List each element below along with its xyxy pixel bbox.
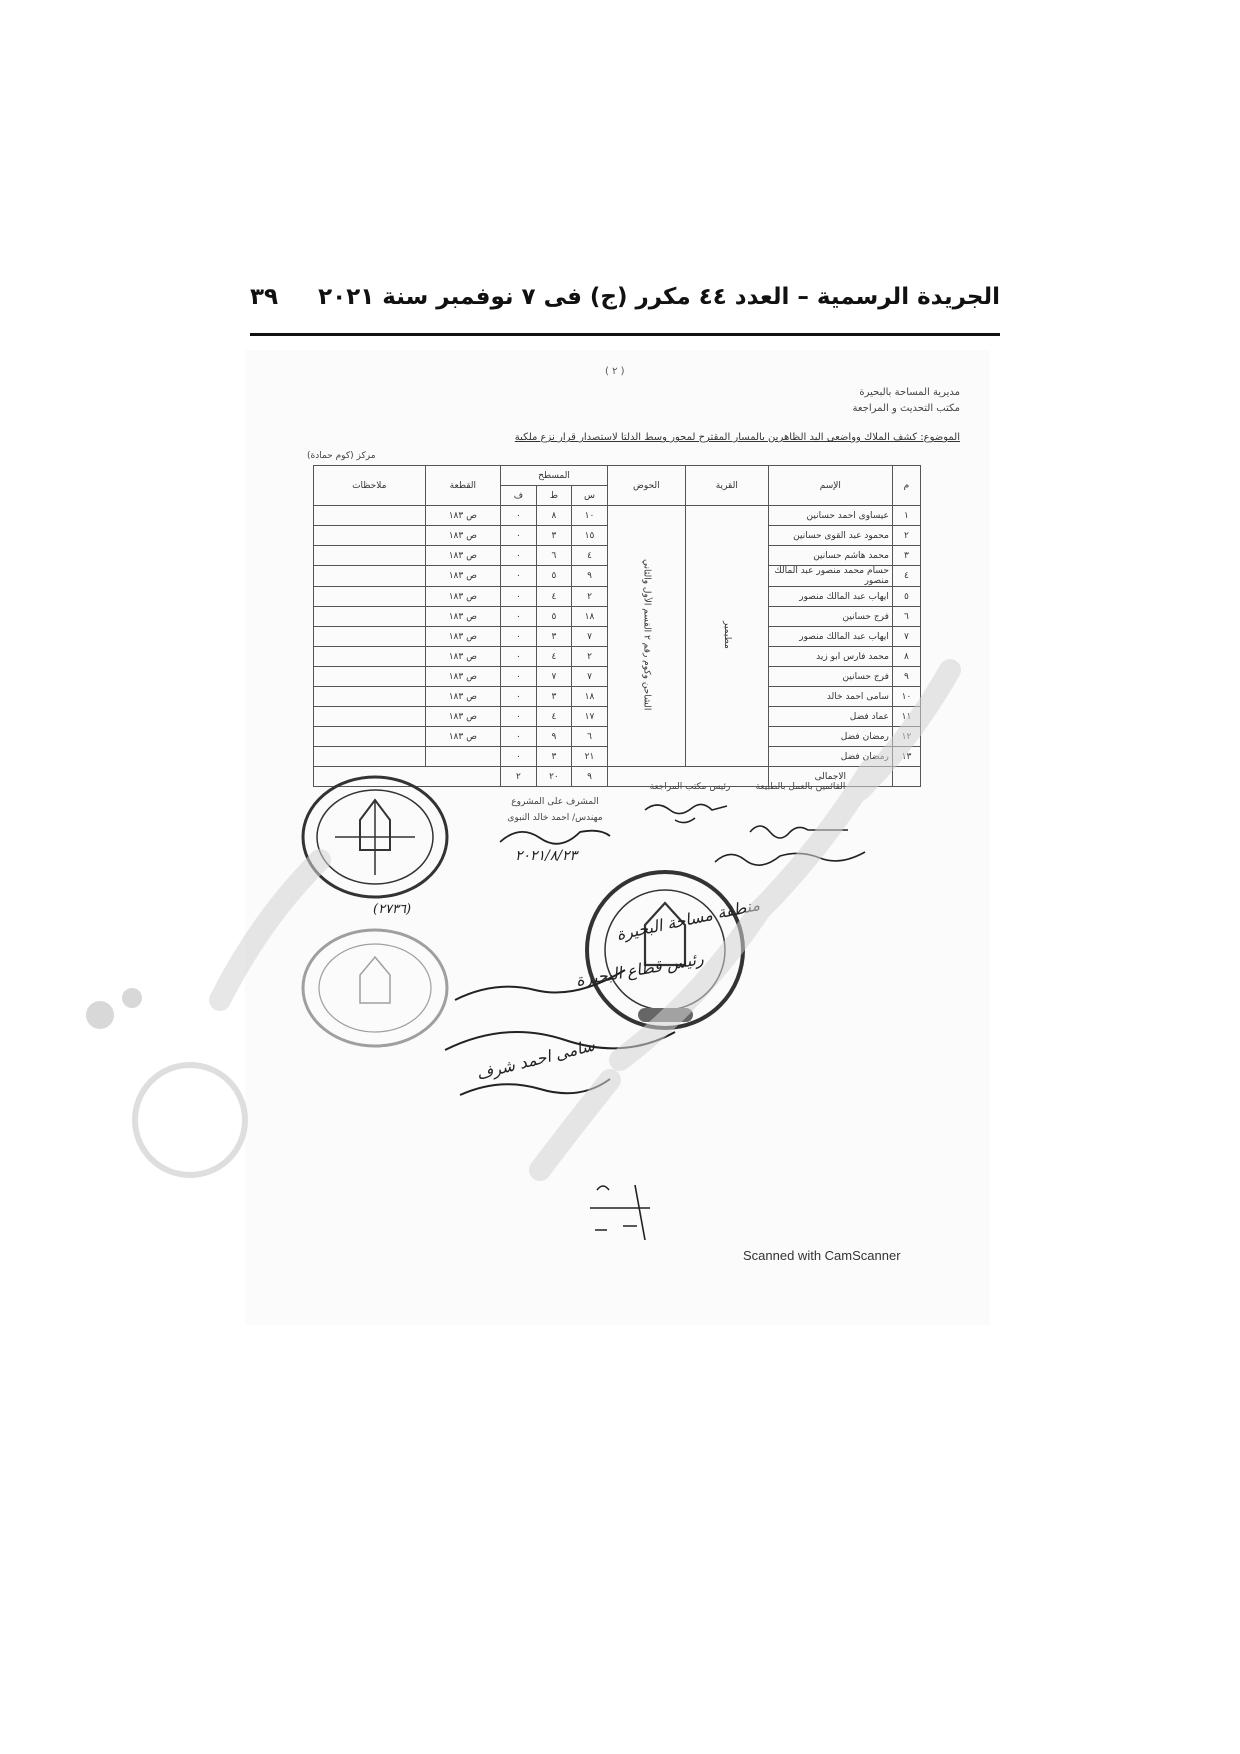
owner-name: سامى احمد خالد <box>768 687 892 707</box>
header-village: القرية <box>685 466 768 506</box>
owner-name: رمضان فضل <box>768 747 892 767</box>
header-area-s: س <box>572 486 608 506</box>
area-t: ٦ <box>536 546 572 566</box>
area-t: ٧ <box>536 667 572 687</box>
row-number: ١١ <box>892 707 920 727</box>
area-s: ١٨ <box>572 687 608 707</box>
village-name: مطيمير <box>721 620 732 649</box>
supervisor-label: المشرف على المشروع <box>511 797 599 807</box>
area-s: ٢ <box>572 587 608 607</box>
total-label: الاجمالى <box>768 767 892 787</box>
row-number: ٥ <box>892 587 920 607</box>
area-f: ٠ <box>501 707 536 727</box>
total-s: ٩ <box>572 767 608 787</box>
scanner-watermark-text: Scanned with CamScanner <box>743 1248 901 1263</box>
plot-number: ص ١٨٣ <box>425 566 501 587</box>
area-t: ٨ <box>536 506 572 526</box>
handwritten-note-3: سامى احمد شرف <box>474 1035 597 1084</box>
plot-number: ص ١٨٣ <box>425 687 501 707</box>
total-f: ٢ <box>501 767 536 787</box>
faded-stamp-lower-left <box>303 930 447 1046</box>
supervisor-signature <box>500 831 610 844</box>
document-page-marker: ( ٢ ) <box>605 366 625 377</box>
row-number: ٤ <box>892 566 920 587</box>
area-f: ٠ <box>501 587 536 607</box>
header-notes: ملاحظات <box>314 466 426 506</box>
area-s: ١٥ <box>572 526 608 546</box>
owner-name: حسام محمد منصور عبد المالك منصور <box>768 566 892 587</box>
area-f: ٠ <box>501 687 536 707</box>
stamp-number: (٢٧٣٦) <box>373 902 412 917</box>
header-area-f: ف <box>501 486 536 506</box>
surveyors-label: القائمين بالعمل بالطبيعة <box>755 782 846 792</box>
header-rule <box>250 333 1000 336</box>
plot-number: ص ١٨٣ <box>425 707 501 727</box>
area-s: ٧ <box>572 667 608 687</box>
row-number: ٣ <box>892 546 920 566</box>
org-line-2: مكتب التحديث و المراجعة <box>852 403 960 414</box>
area-f: ٠ <box>501 607 536 627</box>
row-number: ١ <box>892 506 920 526</box>
row-number: ٦ <box>892 607 920 627</box>
header-area: المسطح <box>501 466 608 486</box>
plot-number: ص ١٨٣ <box>425 727 501 747</box>
plot-number: ص ١٨٣ <box>425 667 501 687</box>
row-number: ١٣ <box>892 747 920 767</box>
owner-name: محمد فارس ابو زيد <box>768 647 892 667</box>
header-area-t: ط <box>536 486 572 506</box>
area-s: ١٨ <box>572 607 608 627</box>
area-f: ٠ <box>501 727 536 747</box>
plot-number: ص ١٨٣ <box>425 607 501 627</box>
area-s: ١٠ <box>572 506 608 526</box>
area-t: ٣ <box>536 526 572 546</box>
header-basin: الحوض <box>607 466 685 506</box>
area-s: ٦ <box>572 727 608 747</box>
header-name: الإسم <box>768 466 892 506</box>
reviewer-signature <box>645 804 727 822</box>
plot-number: ص ١٨٣ <box>425 587 501 607</box>
org-line-1: مديرية المساحة بالبحيرة <box>859 387 960 398</box>
area-t: ٣ <box>536 747 572 767</box>
row-number: ١٠ <box>892 687 920 707</box>
row-number: ٨ <box>892 647 920 667</box>
area-f: ٠ <box>501 647 536 667</box>
owner-name: محمود عبد القوى حسانين <box>768 526 892 546</box>
area-s: ٩ <box>572 566 608 587</box>
surveyor-signature-1 <box>750 826 848 838</box>
area-s: ١٧ <box>572 707 608 727</box>
header-plot: القطعة <box>425 466 501 506</box>
total-t: ٢٠ <box>536 767 572 787</box>
official-seal-center <box>587 872 743 1028</box>
area-f: ٠ <box>501 667 536 687</box>
handwritten-note-2: رئيس قطاع البحيرة <box>574 948 705 991</box>
gazette-title: الجريدة الرسمية – العدد ٤٤ مكرر (ج) فى ٧ نوفمبر سنة ٢٠٢١ <box>318 284 1000 310</box>
surveyor-signature-2 <box>715 852 865 865</box>
area-s: ٧ <box>572 627 608 647</box>
page-header <box>250 280 1000 330</box>
owner-name: عماد فضل <box>768 707 892 727</box>
basin-name: الشاحن وكوم رقم ٢ القسم الأول والثاني <box>641 558 652 711</box>
header-no: م <box>892 466 920 506</box>
plot-number: ص ١٨٣ <box>425 627 501 647</box>
row-number: ١٢ <box>892 727 920 747</box>
plot-number: ص ١٨٣ <box>425 506 501 526</box>
supervisor-date: ٢٠٢١/٨/٢٣ <box>515 848 578 864</box>
owner-name: ايهاب عبد المالك منصور <box>768 587 892 607</box>
area-f: ٠ <box>501 506 536 526</box>
area-t: ٥ <box>536 566 572 587</box>
supervisor-name: مهندس/ احمد خالد النبوى <box>507 813 603 823</box>
signatures-and-stamps <box>245 350 990 1325</box>
area-t: ٥ <box>536 607 572 627</box>
area-t: ٤ <box>536 707 572 727</box>
owner-name: عيساوى احمد حسانين <box>768 506 892 526</box>
area-f: ٠ <box>501 627 536 647</box>
reviewer-label: رئيس مكتب المراجعة <box>649 782 731 792</box>
area-t: ٣ <box>536 627 572 647</box>
district-label: مركز (كوم حمادة) <box>307 451 376 461</box>
area-t: ٤ <box>536 647 572 667</box>
owner-name: فرج حسانين <box>768 667 892 687</box>
owner-name: محمد هاشم حسانين <box>768 546 892 566</box>
row-number: ٢ <box>892 526 920 546</box>
official-stamp-left <box>303 777 447 897</box>
row-number: ٧ <box>892 627 920 647</box>
area-f: ٠ <box>501 747 536 767</box>
scanned-document <box>245 350 990 1325</box>
area-f: ٠ <box>501 566 536 587</box>
area-s: ٢ <box>572 647 608 667</box>
row-number: ٩ <box>892 667 920 687</box>
plot-number: ص ١٨٣ <box>425 546 501 566</box>
area-t: ٤ <box>536 587 572 607</box>
area-s: ٤ <box>572 546 608 566</box>
owner-name: فرج حسانين <box>768 607 892 627</box>
plot-number: ص ١٨٣ <box>425 526 501 546</box>
page-number: ٣٩ <box>250 284 279 310</box>
document-subject: الموضوع: كشف الملاك وواضعى اليد الظاهرين بالمسار المقترح لمحور وسط الدلتا لاستصدار قرار نزع ملكية <box>514 432 960 443</box>
plot-number: ص ١٨٣ <box>425 647 501 667</box>
owner-name: رمضان فضل <box>768 727 892 747</box>
area-f: ٠ <box>501 546 536 566</box>
area-t: ٩ <box>536 727 572 747</box>
area-s: ٢١ <box>572 747 608 767</box>
owner-name: ايهاب عبد المالك منصور <box>768 627 892 647</box>
bottom-handwritten-mark <box>590 1185 650 1240</box>
handwritten-note-1: منطقة مساحة البحيرة <box>614 895 762 944</box>
area-f: ٠ <box>501 526 536 546</box>
area-t: ٣ <box>536 687 572 707</box>
